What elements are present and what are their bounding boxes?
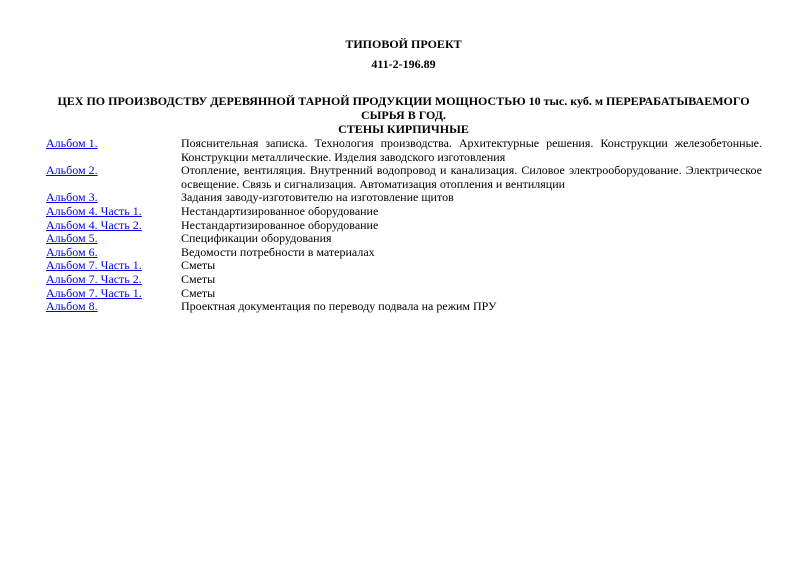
album-link[interactable]: Альбом 5. [46, 231, 98, 246]
album-description: Задания заводу-изготовителю на изготовление щитов [181, 190, 454, 205]
album-row [46, 205, 762, 219]
album-description: Сметы [181, 258, 216, 273]
album-description: Спецификации оборудования [181, 231, 332, 246]
album-description: Проектная документация по переводу подвала на режим ПРУ [181, 299, 497, 314]
album-link[interactable]: Альбом 3. [46, 190, 98, 205]
document-title: ТИПОВОЙ ПРОЕКТ [345, 37, 462, 51]
album-description: Пояснительная записка. Технология производства. Архитектурные решения. Конструкции железобетонные. Конструкции металлические. Изделия заводского изготовления [181, 136, 762, 164]
album-row [46, 191, 762, 205]
album-link[interactable]: Альбом 4. Часть 2. [46, 217, 142, 232]
album-link[interactable]: Альбом 8. [46, 299, 98, 314]
album-row [46, 164, 762, 191]
album-description: Сметы [181, 271, 216, 286]
album-row [46, 137, 762, 164]
album-link[interactable]: Альбом 6. [46, 244, 98, 259]
album-link[interactable]: Альбом 4. Часть 1. [46, 203, 142, 218]
album-description: Отопление, вентиляция. Внутренний водопровод и канализация. Силовое электрооборудование. Электрическое освещение. Связь и сигнализация. Автоматизация отопления и вентиляции [181, 163, 762, 191]
album-list [46, 137, 762, 314]
album-description: Сметы [181, 285, 216, 300]
album-description: Нестандартизированное оборудование [181, 217, 379, 232]
project-heading [40, 94, 767, 136]
album-link[interactable]: Альбом 7. Часть 1. [46, 285, 142, 300]
album-link[interactable]: Альбом 7. Часть 1. [46, 258, 142, 273]
album-row [46, 287, 762, 301]
album-description: Нестандартизированное оборудование [181, 203, 379, 218]
project-heading-line-2: СТЕНЫ КИРПИЧНЫЕ [338, 122, 469, 136]
album-row [46, 219, 762, 233]
album-row [46, 300, 762, 314]
album-row [46, 232, 762, 246]
album-row [46, 246, 762, 260]
album-link[interactable]: Альбом 7. Часть 2. [46, 271, 142, 286]
project-code: 411-2-196.89 [371, 57, 436, 71]
album-description: Ведомости потребности в материалах [181, 244, 375, 259]
album-link[interactable]: Альбом 1. [46, 136, 98, 150]
album-row [46, 259, 762, 273]
album-row [46, 273, 762, 287]
project-heading-line-1: ЦЕХ ПО ПРОИЗВОДСТВУ ДЕРЕВЯННОЙ ТАРНОЙ ПРОДУКЦИИ МОЩНОСТЬЮ 10 тыс. куб. м ПЕРЕРАБАТЫВАЕМОГО СЫРЬЯ В ГОД. [57, 94, 750, 122]
album-link[interactable]: Альбом 2. [46, 163, 98, 178]
